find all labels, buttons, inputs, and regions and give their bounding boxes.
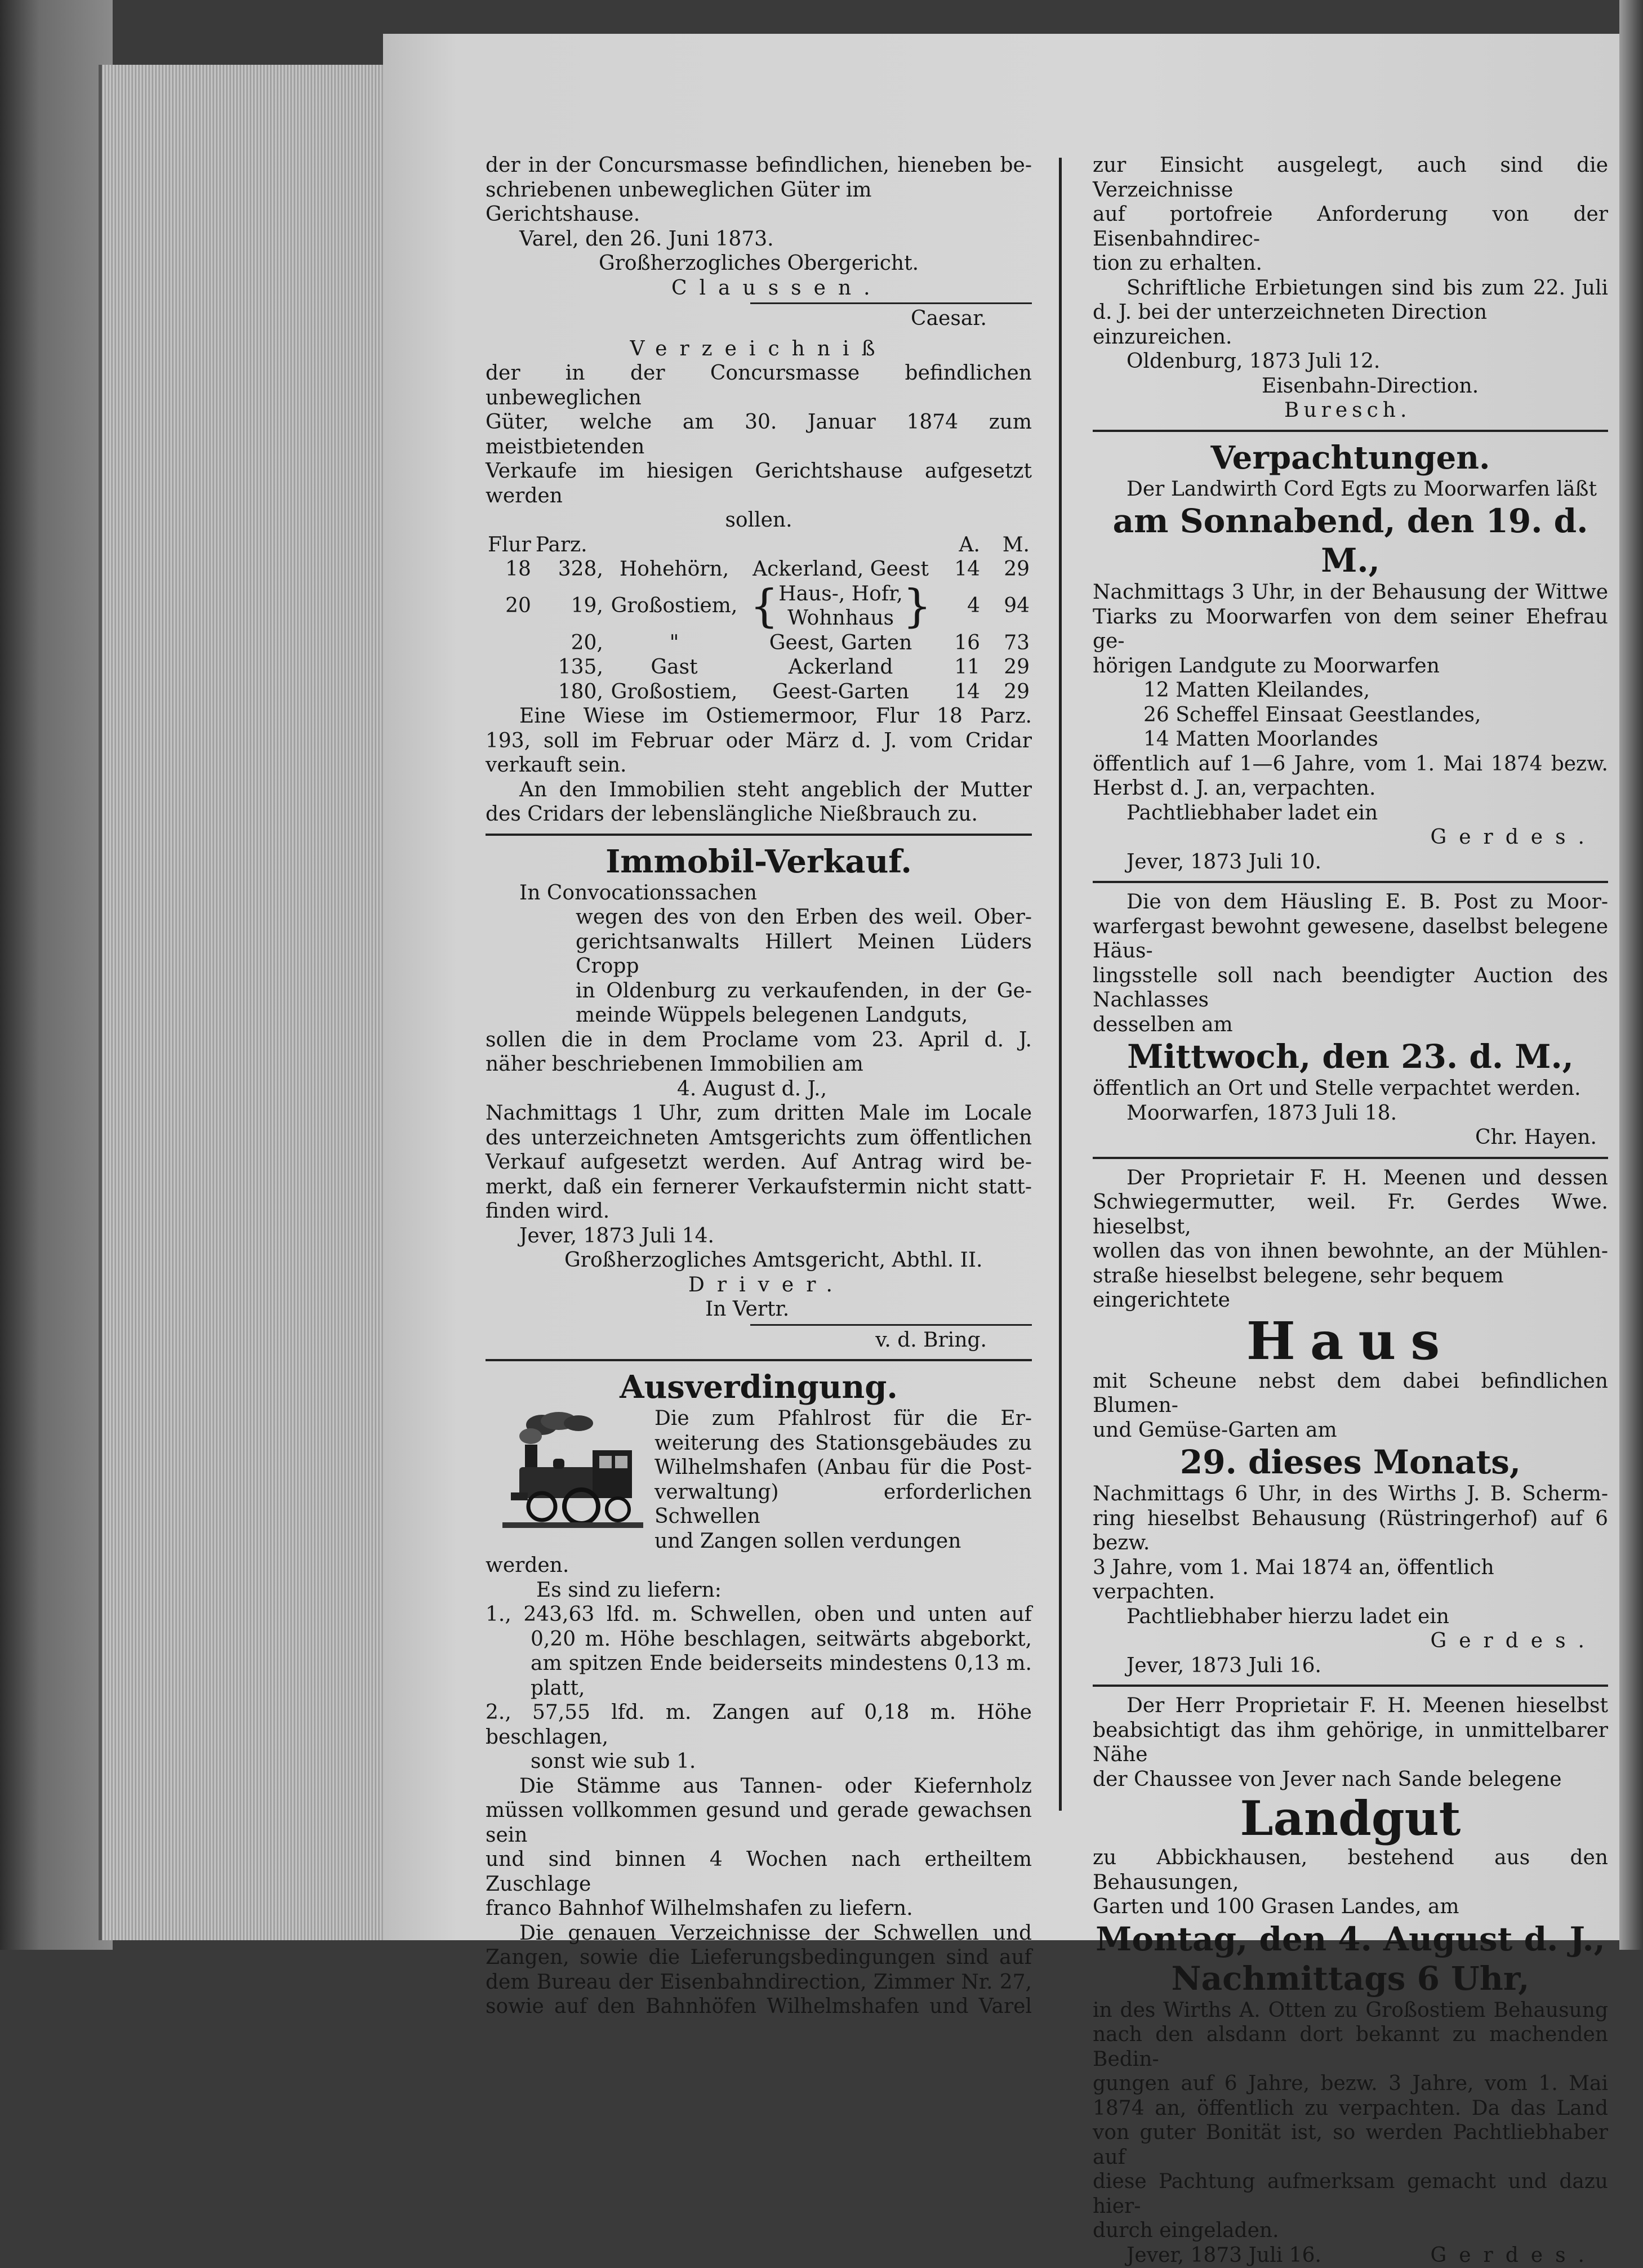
cell-m: 94 — [1004, 594, 1030, 618]
herr-line: der Chaussee von Jever nach Sande belegene — [1093, 1767, 1562, 1791]
otten-line: durch eingeladen. — [1093, 2219, 1279, 2242]
cell-parz: 135, — [558, 656, 603, 679]
wiese-line: Eine Wiese im Ostiemermoor, Flur 18 Parz. — [519, 705, 1032, 728]
top-line: zur Einsicht ausgelegt, auch sind die Verzeichnisse — [1093, 154, 1608, 202]
haeusling-line: warfergast bewohnt gewesene, daselbst belegene Häus- — [1093, 915, 1608, 963]
auction-line: des unterzeichneten Amtsgerichts zum öffentlichen — [486, 1126, 1032, 1149]
herr-line: beabsichtigt das ihm gehörige, in unmittelbarer Nähe — [1093, 1718, 1608, 1766]
list-intro-line: der in der Concursmasse befindlichen unbeweglichen — [486, 362, 1032, 409]
item1-line: am spitzen Ende beiderseits mindestens 0,13 m. — [531, 1652, 1032, 1675]
header-flur: Flur — [488, 533, 531, 556]
auction-date: 4. August d. J., — [677, 1077, 827, 1100]
staemme-line: müssen vollkommen gesund und gerade gewachsen sein — [486, 1799, 1032, 1847]
facing-page-edge — [1619, 0, 1643, 1950]
item1-line: platt, — [531, 1676, 585, 1700]
land-line: 14 Matten Moorlandes — [1143, 728, 1378, 751]
pachtliebhaber-line: Pachtliebhaber hierzu ladet ein — [1126, 1605, 1449, 1628]
list-title: Verzeichniß — [630, 337, 888, 360]
land-line: 12 Matten Kleilandes, — [1143, 679, 1370, 702]
cell-kind: Ackerland, Geest — [753, 558, 929, 581]
right-brace: } — [902, 580, 932, 632]
cell-parz: 180, — [558, 680, 603, 703]
scheune-line: und Gemüse-Garten am — [1093, 1418, 1337, 1442]
cell-m: 29 — [1004, 656, 1030, 679]
cell-parz: 19, — [571, 594, 603, 618]
signature-buresch: Buresch. — [1284, 399, 1412, 422]
auction-line: Nachmittags 1 Uhr, zum dritten Male im Locale — [486, 1102, 1032, 1125]
schrift-line: Schriftliche Erbietungen sind bis zum 22. Juli — [1126, 276, 1608, 300]
landgut-headline: Landgut — [1240, 1790, 1461, 1846]
niessbrauch-line: des Cridars der lebenslängliche Nießbrauch zu. — [486, 803, 978, 826]
signature-hayen: Chr. Hayen. — [1475, 1126, 1597, 1149]
jever-date: Jever, 1873 Juli 16. — [1126, 1654, 1321, 1677]
jever-date: Jever, 1873 Juli 16. — [1126, 2243, 1321, 2267]
signature-caesar: Caesar. — [911, 307, 987, 330]
kind-line: Wohnhaus — [787, 607, 894, 630]
convocation-detail-line: wegen des von den Erben des weil. Ober- — [576, 906, 1032, 929]
train-block — [486, 1406, 1032, 1578]
convocation-line: In Convocationssachen — [519, 881, 757, 904]
list-intro-line: Güter, welche am 30. Januar 1874 zum meistbietenden — [486, 411, 1032, 458]
signature-claussen: Claussen. — [671, 276, 883, 300]
land-line: 26 Scheffel Einsaat Geestlandes, — [1143, 703, 1481, 727]
convocation-detail-line: meinde Wüppels belegenen Landguts, — [576, 1004, 968, 1027]
proclame-line: näher beschriebenen Immobilien am — [486, 1053, 863, 1076]
intro-line: schriebenen unbeweglichen Güter im Gerichtshause. — [486, 178, 872, 226]
intro-line: der in der Concursmasse befindlichen, hieneben be- — [486, 154, 1032, 177]
cell-m: 73 — [1004, 631, 1030, 654]
jever-date: Jever, 1873 Juli 10. — [1126, 850, 1321, 874]
header-a: A. — [959, 533, 980, 556]
kind-line: Haus-, Hofr, — [778, 582, 903, 605]
cord-line: Der Landwirth Cord Egts zu Moorwarfen läßt — [1126, 477, 1597, 501]
page-stack-edge — [99, 65, 389, 1940]
locomotive-illustration — [502, 1411, 643, 1532]
cell-a: 11 — [954, 656, 980, 679]
table-row — [486, 631, 1032, 656]
cell-flur — [486, 680, 533, 705]
nach6-line: Nachmittags 6 Uhr, in des Wirths J. B. Scherm- — [1093, 1482, 1608, 1505]
column-divider — [1059, 158, 1062, 1811]
wiese-line: verkauft sein. — [486, 754, 627, 777]
cell-place: Hohehörn, — [619, 558, 729, 581]
oeff-line: Herbst d. J. an, verpachten. — [1093, 777, 1376, 800]
otten-line: 1874 an, öffentlich zu verpachten. Da das Land — [1093, 2096, 1608, 2120]
book-spine — [0, 0, 113, 1950]
cell-place: Großostiem, — [611, 594, 738, 618]
genauen-line: Zangen, sowie die Lieferungsbedingungen sind auf — [486, 1946, 1032, 1969]
proprietair-line: wollen das von ihnen bewohnte, an der Mühlen- — [1093, 1240, 1608, 1263]
table-row — [486, 582, 1032, 631]
oldenburg-date: Oldenburg, 1873 Juli 12. — [1126, 350, 1381, 373]
neunundzwanzig-line: 29. dieses Monats, — [1179, 1443, 1521, 1481]
convocation-detail-line: in Oldenburg zu verkaufenden, in der Ge- — [576, 979, 1032, 1002]
cell-flur — [486, 631, 533, 656]
item1-line: 1., 243,63 lfd. m. Schwellen, oben und unten auf — [486, 1603, 1032, 1626]
eisenbahn-direction: Eisenbahn-Direction. — [1262, 374, 1479, 398]
niessbrauch-line: An den Immobilien steht angeblich der Mutter — [519, 778, 1032, 801]
proprietair-line: Der Proprietair F. H. Meenen und dessen — [1126, 1166, 1608, 1189]
court-name: Großherzogliches Obergericht. — [598, 252, 919, 275]
nach3-line: Nachmittags 3 Uhr, in der Behausung der Wittwe — [1093, 581, 1608, 604]
genauen-line: sowie auf den Bahnhöfen Wilhelmshafen und Varel — [486, 1995, 1032, 2018]
cell-a: 4 — [967, 594, 980, 618]
section-rule — [1093, 1685, 1608, 1687]
scheune-line: mit Scheune nebst dem dabei befindlichen Blumen- — [1093, 1369, 1608, 1417]
cell-flur: 18 — [505, 558, 531, 581]
auction-line: finden wird. — [486, 1200, 610, 1223]
cell-parz: 328, — [558, 558, 603, 581]
genauen-line: Die genauen Verzeichnisse der Schwellen und — [519, 1921, 1032, 1945]
amtsgericht: Großherzogliches Amtsgericht, Abthl. II. — [564, 1249, 983, 1272]
left-column — [486, 153, 1032, 2019]
header-m: M. — [1002, 533, 1030, 556]
cell-kind: Geest-Garten — [772, 680, 909, 703]
left-brace: { — [750, 580, 779, 632]
immobil-verkauf-title: Immobil-Verkauf. — [605, 843, 912, 880]
cell-a: 16 — [954, 631, 980, 654]
haeusling-line: lingsstelle soll nach beendigter Auction des Nachlasses — [1093, 964, 1608, 1012]
header-parz: Parz. — [535, 533, 587, 556]
otten-line: gungen auf 6 Jahre, bezw. 3 Jahre, vom 1. Mai — [1093, 2072, 1608, 2095]
ausverdingung-line: und Zangen sollen verdungen werden. — [486, 1529, 961, 1577]
otten-line: in des Wirths A. Otten zu Großostiem Behausung — [1093, 1998, 1608, 2022]
table-header — [486, 533, 1032, 558]
cell-kind: Ackerland — [788, 656, 893, 679]
abbick-line: Garten und 100 Grasen Landes, am — [1093, 1895, 1459, 1918]
right-column — [1093, 153, 1608, 2268]
property-table — [486, 533, 1032, 705]
signature-rule — [750, 1324, 1032, 1326]
list-intro-line: sollen. — [725, 509, 792, 532]
item2-line: 2., 57,55 lfd. m. Zangen auf 0,18 m. Höhe beschlagen, — [486, 1701, 1032, 1749]
section-rule — [486, 834, 1032, 836]
montag-line: Montag, den 4. August d. J., — [1096, 1919, 1605, 1958]
signature-gerdes: Gerdes. — [1430, 1629, 1597, 1652]
table-row — [486, 557, 1032, 582]
pachtliebhaber-line: Pachtliebhaber ladet ein — [1126, 801, 1378, 825]
signature-driver: Driver. — [688, 1273, 845, 1296]
nach6-line: 3 Jahre, vom 1. Mai 1874 an, öffentlich verpachten. — [1093, 1556, 1494, 1603]
cell-place: " — [669, 631, 679, 654]
otten-line: von guter Bonität ist, so werden Pachtliebhaber auf — [1093, 2121, 1608, 2169]
liefern-line: Es sind zu liefern: — [536, 1578, 722, 1602]
varel-date: Varel, den 26. Juni 1873. — [519, 227, 774, 251]
signature-rule — [750, 302, 1032, 304]
verpachtungen-title: Verpachtungen. — [1210, 439, 1490, 476]
ausverdingung-line: weiterung des Stationsgebäudes zu — [654, 1431, 1032, 1455]
signature-bring: v. d. Bring. — [875, 1328, 987, 1352]
cell-a: 14 — [954, 558, 980, 581]
nachmittags-line: Nachmittags 6 Uhr, — [1171, 1959, 1530, 1998]
signature-gerdes: Gerdes. — [1430, 826, 1597, 849]
table-row — [486, 655, 1032, 680]
section-rule — [1093, 881, 1608, 883]
cell-m: 29 — [1004, 558, 1030, 581]
ausverdingung-line: verwaltung) erforderlichen Schwellen — [654, 1480, 1032, 1528]
genauen-line: dem Bureau der Eisenbahndirection, Zimmer Nr. 27, — [486, 1970, 1032, 1994]
item1-line: 0,20 m. Höhe beschlagen, seitwärts abgeborkt, — [531, 1627, 1032, 1651]
schrift-line: d. J. bei der unterzeichneten Direction einzureichen. — [1093, 301, 1488, 349]
nach6-line: ring hieselbst Behausung (Rüstringerhof) auf 6 bezw. — [1093, 1507, 1608, 1554]
cell-place: Großostiem, — [611, 680, 738, 703]
staemme-line: Die Stämme aus Tannen- oder Kiefernholz — [519, 1774, 1032, 1798]
oeff-line: öffentlich auf 1—6 Jahre, vom 1. Mai 1874 bezw. — [1093, 752, 1608, 776]
otten-line: diese Pachtung aufmerksam gemacht und dazu hier- — [1093, 2170, 1608, 2218]
ort-line: öffentlich an Ort und Stelle verpachtet werden. — [1093, 1077, 1581, 1100]
mittwoch-line: Mittwoch, den 23. d. M., — [1127, 1037, 1574, 1076]
top-line: tion zu erhalten. — [1093, 252, 1262, 275]
haeusling-line: desselben am — [1093, 1013, 1233, 1036]
jever-date: Jever, 1873 Juli 14. — [519, 1224, 714, 1247]
cell-a: 14 — [954, 680, 980, 703]
signature-gerdes: Gerdes. — [1430, 2244, 1597, 2267]
abbick-line: zu Abbickhausen, bestehend aus den Behausungen, — [1093, 1846, 1608, 1894]
moorwarfen-date: Moorwarfen, 1873 Juli 18. — [1126, 1101, 1397, 1125]
staemme-line: franco Bahnhof Wilhelmshafen zu liefern. — [486, 1897, 913, 1920]
auction-line: merkt, daß ein fernerer Verkaufstermin nicht statt- — [486, 1175, 1032, 1198]
nach3-line: hörigen Landgute zu Moorwarfen — [1093, 654, 1440, 678]
proprietair-line: Schwiegermutter, weil. Fr. Gerdes Wwe. hieselbst, — [1093, 1191, 1608, 1238]
ausverdingung-title: Ausverdingung. — [620, 1369, 898, 1406]
cell-place: Gast — [651, 656, 698, 679]
convocation-detail — [486, 905, 1032, 1028]
herr-line: Der Herr Proprietair F. H. Meenen hieselbst — [1126, 1694, 1608, 1717]
top-line: auf portofreie Anforderung von der Eisenbahndirec- — [1093, 203, 1608, 251]
nach3-line: Tiarks zu Moorwarfen von dem seiner Ehefrau ge- — [1093, 605, 1608, 653]
sonnabend-line: am Sonnabend, den 19. d. M., — [1112, 502, 1588, 580]
cell-flur: 20 — [505, 594, 531, 618]
haeusling-line: Die von dem Häusling E. B. Post zu Moor- — [1126, 890, 1608, 914]
section-rule — [1093, 430, 1608, 432]
cell-kind — [743, 582, 938, 631]
list-intro-line: Verkaufe im hiesigen Gerichtshause aufgesetzt werden — [486, 460, 1032, 507]
in-vertretung: In Vertr. — [705, 1298, 790, 1321]
cell-parz: 20, — [571, 631, 603, 654]
ausverdingung-line: Wilhelmshafen (Anbau für die Post- — [654, 1456, 1032, 1479]
cell-flur — [486, 655, 533, 680]
section-rule — [486, 1359, 1032, 1361]
haus-headline: Haus — [1246, 1310, 1455, 1371]
item2-line: sonst wie sub 1. — [531, 1750, 696, 1773]
proprietair-line: straße hieselbst belegene, sehr bequem eingerichtete — [1093, 1264, 1504, 1312]
proclame-line: sollen die in dem Proclame vom 23. April d. J. — [486, 1028, 1032, 1051]
convocation-detail-line: gerichtsanwalts Hillert Meinen Lüders Cropp — [576, 930, 1032, 978]
wiese-line: 193, soll im Februar oder März d. J. vom Cridar — [486, 729, 1032, 752]
table-row — [486, 680, 1032, 705]
ausverdingung-line: Die zum Pfahlrost für die Er- — [654, 1407, 1032, 1430]
section-rule — [1093, 1157, 1608, 1159]
auction-line: Verkauf aufgesetzt werden. Auf Antrag wird be- — [486, 1151, 1032, 1174]
otten-line: nach den alsdann dort bekannt zu machenden Bedin- — [1093, 2023, 1608, 2071]
cell-m: 29 — [1004, 680, 1030, 703]
staemme-line: und sind binnen 4 Wochen nach ertheiltem Zuschlage — [486, 1848, 1032, 1896]
cell-kind: Geest, Garten — [769, 631, 912, 654]
